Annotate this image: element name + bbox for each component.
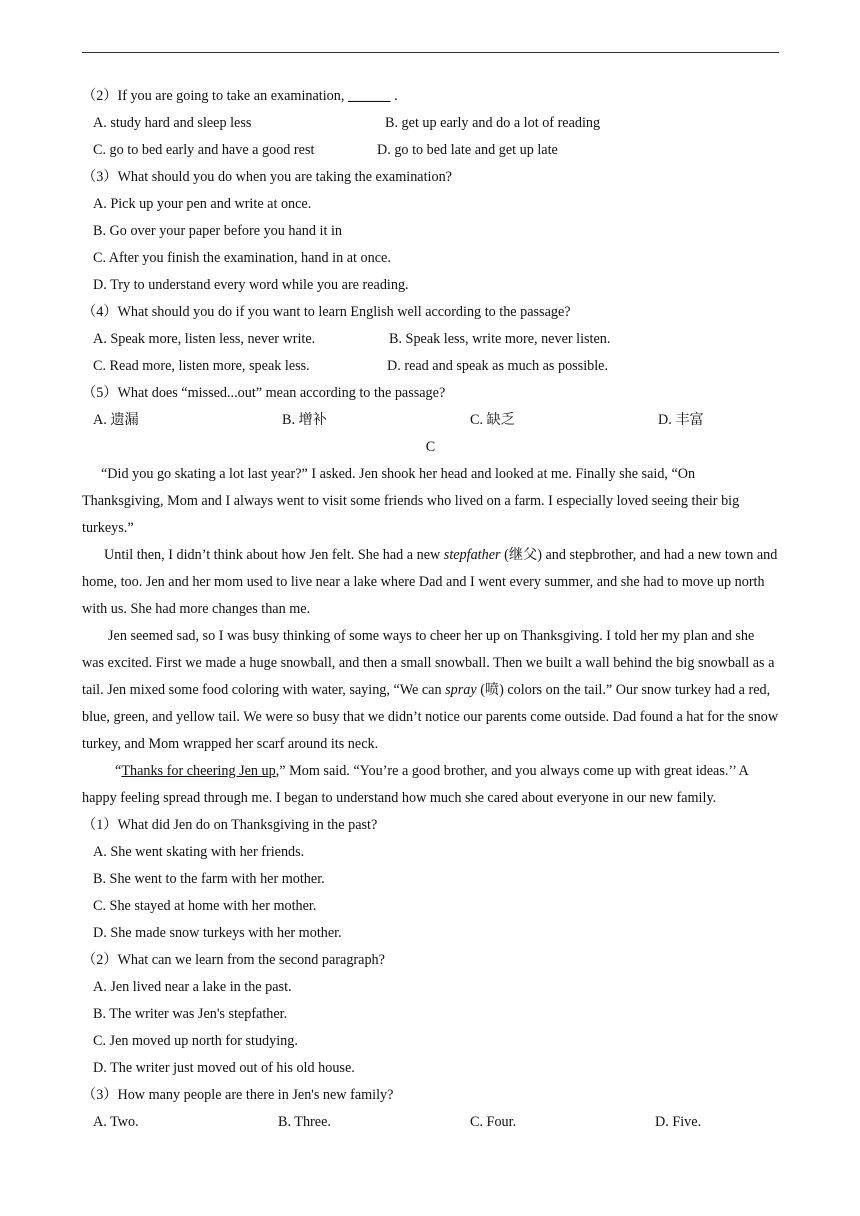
vocab-word: stepfather bbox=[443, 547, 501, 563]
option-d[interactable]: D. Try to understand every word while you are reading. bbox=[93, 277, 409, 293]
paragraph-text: (继父) and stepbrother, and had a new town and home, too. Jen and her mom used to live near a lake where Dad and I went every summer, and she had to move up north with us. She had more changes than me. bbox=[82, 547, 778, 617]
paragraph-text: (喷) colors on the tail.” Our snow turkey had a red, blue, green, and yellow tail. We were so busy that we didn’t notice our parents come outside. Dad found a hat for the snow turkey, and Mom wrapped her scarf around its neck. bbox=[82, 682, 779, 752]
option-a[interactable]: A. Pick up your pen and write at once. bbox=[93, 196, 312, 212]
paragraph-text: ,” Mom said. “You’re a good brother, and you always come up with great ideas.’’ A happy feeling spread through me. I began to understand how much she cared about everyone in our new family. bbox=[82, 763, 748, 806]
vocab-word: spray bbox=[445, 682, 477, 698]
option-c[interactable]: C. Read more, listen more, speak less. bbox=[93, 358, 310, 374]
question-stem: （2）What can we learn from the second paragraph? bbox=[82, 952, 385, 968]
paragraph-text: Until then, I didn’t think about how Jen felt. She had a new bbox=[104, 547, 444, 563]
option-row bbox=[82, 1109, 779, 1136]
question-stem: （1）What did Jen do on Thanksgiving in the past? bbox=[82, 817, 378, 833]
question-stem: （3）How many people are there in Jen's new family? bbox=[82, 1087, 394, 1103]
option-d[interactable]: D. go to bed late and get up late bbox=[377, 142, 558, 158]
option-d[interactable]: D. Five. bbox=[655, 1114, 702, 1130]
option-row bbox=[82, 407, 779, 434]
option-b[interactable]: B. Three. bbox=[278, 1114, 331, 1130]
stem-end: . bbox=[390, 88, 398, 104]
option-d[interactable]: D. The writer just moved out of his old house. bbox=[93, 1060, 355, 1076]
option-c[interactable]: C. She stayed at home with her mother. bbox=[93, 898, 317, 914]
question-stem: （3）What should you do when you are taking the examination? bbox=[82, 169, 452, 185]
document-body bbox=[82, 83, 779, 1136]
option-b[interactable]: B. Speak less, write more, never listen. bbox=[389, 331, 611, 347]
option-a[interactable]: A. She went skating with her friends. bbox=[93, 844, 305, 860]
option-b[interactable]: B. The writer was Jen's stepfather. bbox=[93, 1006, 288, 1022]
paragraph-text: Jen seemed sad, so I was busy thinking of some ways to cheer her up on Thanksgiving. I told her my plan and she was excited. First we made a huge snowball, and then a small snowball. Then we built a wall behind the big snowball as a tail. Jen mixed some food coloring with water, saying, “We can bbox=[82, 628, 775, 698]
option-row bbox=[82, 353, 779, 380]
passage-paragraph-2 bbox=[82, 542, 779, 623]
question-stem: （5）What does “missed...out” mean according to the passage? bbox=[82, 385, 446, 401]
option-row bbox=[82, 137, 779, 164]
option-b[interactable]: B. 增补 bbox=[282, 412, 327, 428]
quote-mark: “ bbox=[115, 763, 122, 779]
option-d[interactable]: D. 丰富 bbox=[658, 412, 704, 428]
answer-blank: ______ bbox=[347, 88, 391, 104]
option-c[interactable]: C. 缺乏 bbox=[470, 412, 515, 428]
option-c[interactable]: C. Four. bbox=[470, 1114, 517, 1130]
option-b[interactable]: B. She went to the farm with her mother. bbox=[93, 871, 325, 887]
option-row bbox=[82, 326, 779, 353]
option-c[interactable]: C. After you finish the examination, hand in at once. bbox=[93, 250, 391, 266]
option-c[interactable]: C. go to bed early and have a good rest bbox=[93, 142, 315, 158]
option-a[interactable]: A. Jen lived near a lake in the past. bbox=[93, 979, 292, 995]
option-b[interactable]: B. Go over your paper before you hand it in bbox=[93, 223, 343, 239]
passage-paragraph-1: “Did you go skating a lot last year?” I asked. Jen shook her head and looked at me. Finally she said, “On Thanksgiving, Mom and I always went to visit some friends who lived on a farm. I especially loved seeing their big turkeys.” bbox=[82, 466, 740, 536]
option-d[interactable]: D. read and speak as much as possible. bbox=[387, 358, 609, 374]
option-row bbox=[82, 110, 779, 137]
option-d[interactable]: D. She made snow turkeys with her mother. bbox=[93, 925, 342, 941]
question-stem: （4）What should you do if you want to learn English well according to the passage? bbox=[82, 304, 571, 320]
option-b[interactable]: B. get up early and do a lot of reading bbox=[385, 115, 601, 131]
option-a[interactable]: A. 遗漏 bbox=[93, 412, 139, 428]
underlined-phrase: Thanks for cheering Jen up bbox=[121, 763, 276, 779]
header-rule bbox=[82, 52, 779, 53]
option-a[interactable]: A. Two. bbox=[93, 1114, 139, 1130]
question-stem bbox=[82, 83, 779, 110]
stem-text: （2）If you are going to take an examination, bbox=[82, 88, 348, 104]
option-c[interactable]: C. Jen moved up north for studying. bbox=[93, 1033, 298, 1049]
passage-paragraph-4 bbox=[82, 758, 779, 812]
option-a[interactable]: A. study hard and sleep less bbox=[93, 115, 252, 131]
option-a[interactable]: A. Speak more, listen less, never write. bbox=[93, 331, 316, 347]
section-heading: C bbox=[425, 439, 436, 455]
passage-paragraph-3 bbox=[82, 623, 779, 758]
